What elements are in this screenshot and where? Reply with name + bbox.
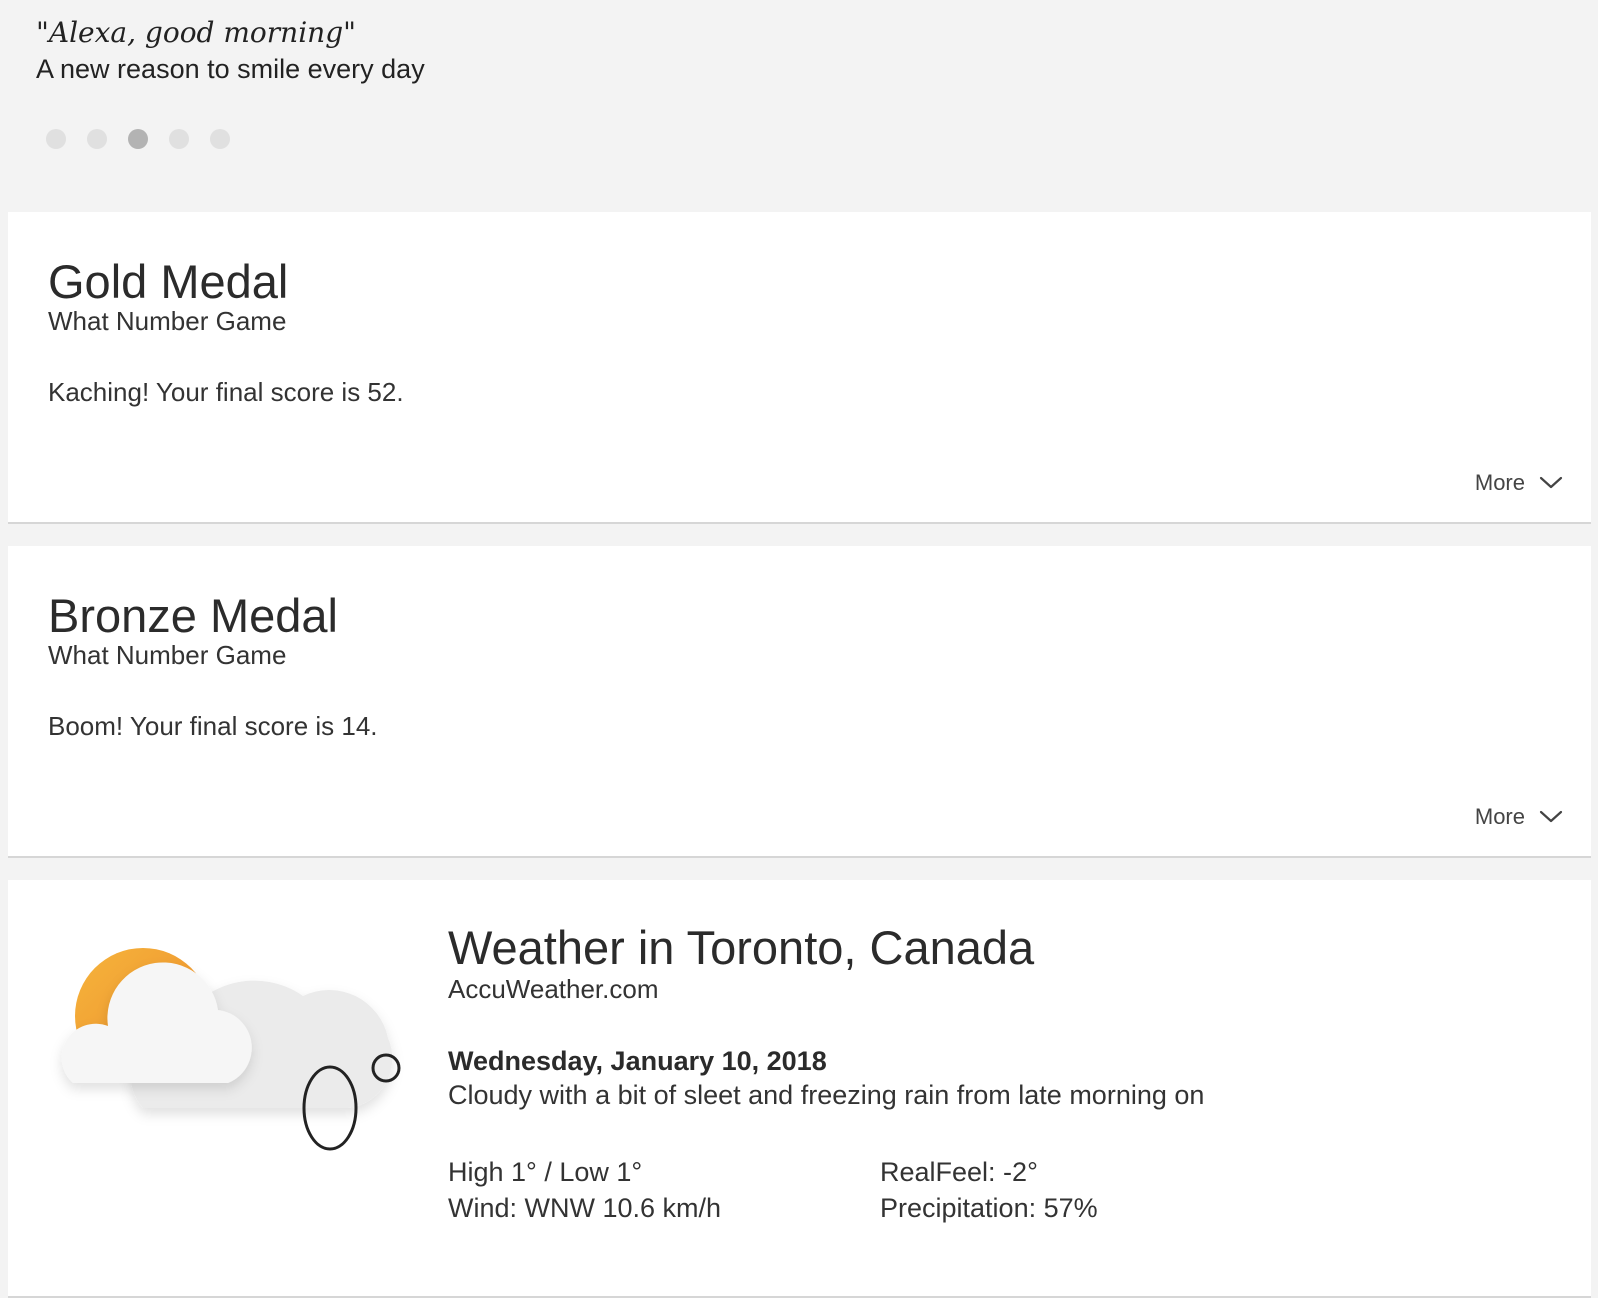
carousel-dot-5[interactable] bbox=[210, 129, 230, 149]
hero-banner bbox=[0, 0, 1598, 212]
weather-high-low: High 1° / Low 1° bbox=[448, 1157, 643, 1187]
chevron-down-icon bbox=[1539, 810, 1563, 824]
weather-wind: Wind: WNW 10.6 km/h bbox=[448, 1193, 722, 1223]
weather-precipitation: Precipitation: 57% bbox=[880, 1193, 1098, 1223]
carousel-dot-3[interactable] bbox=[128, 129, 148, 149]
more-button[interactable] bbox=[1475, 470, 1563, 496]
weather-date: Wednesday, January 10, 2018 bbox=[448, 1046, 827, 1076]
hero-tagline: A new reason to smile every day bbox=[36, 54, 425, 84]
carousel-dot-1[interactable] bbox=[46, 129, 66, 149]
chevron-down-icon bbox=[1539, 476, 1563, 490]
more-label: More bbox=[1474, 470, 1525, 495]
card-title: Gold Medal bbox=[48, 255, 289, 308]
weather-title: Weather in Toronto, Canada bbox=[448, 921, 1035, 974]
card-title: Bronze Medal bbox=[48, 589, 338, 642]
carousel-dot-4[interactable] bbox=[169, 129, 189, 149]
carousel-dot-2[interactable] bbox=[87, 129, 107, 149]
weather-source: AccuWeather.com bbox=[448, 974, 659, 1004]
partly-cloudy-sleet-icon bbox=[48, 938, 418, 1158]
card-body: Boom! Your final score is 14. bbox=[48, 711, 378, 741]
card-subtitle: What Number Game bbox=[48, 306, 287, 336]
card-subtitle: What Number Game bbox=[48, 640, 287, 670]
bronze-medal-card bbox=[8, 546, 1591, 858]
weather-realfeel: RealFeel: -2° bbox=[880, 1157, 1038, 1187]
hero-quote: "Alexa, good morning" bbox=[36, 16, 356, 49]
gold-medal-card bbox=[8, 212, 1591, 524]
weather-description: Cloudy with a bit of sleet and freezing rain from late morning on bbox=[448, 1080, 1205, 1110]
card-body: Kaching! Your final score is 52. bbox=[48, 377, 404, 407]
weather-card bbox=[8, 880, 1591, 1298]
carousel-dots bbox=[46, 129, 230, 149]
weather-details-left bbox=[448, 1154, 721, 1226]
weather-details-right bbox=[880, 1154, 1098, 1226]
more-button[interactable] bbox=[1475, 804, 1563, 830]
more-label: More bbox=[1474, 804, 1525, 829]
